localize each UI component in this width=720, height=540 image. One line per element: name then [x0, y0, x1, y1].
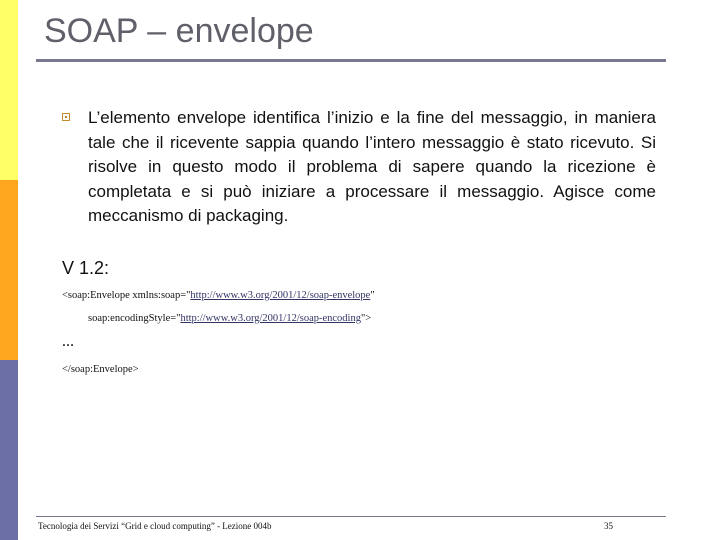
version-label: V 1.2: [62, 258, 110, 278]
bullet-text: L’elemento envelope identifica l’inizio e la fine del messaggio, in maniera tale che il ricevente sappia quando l’intero messaggio è stato ricevuto. Si risolve in questo modo il problema di sapere quando la ricezione è completata e si può iniziare a processare il messaggio. Agisce come meccanismo di packaging. [88, 108, 656, 225]
code-text: " [370, 290, 375, 301]
side-bar-orange [0, 180, 18, 360]
code-ellipsis: … [62, 335, 74, 349]
soap-envelope-link[interactable]: http://www.w3.org/2001/12/soap-envelope [190, 290, 371, 301]
footer-text: Tecnologia dei Servizi “Grid e cloud computing” - Lezione 004b [38, 521, 272, 531]
soap-encoding-link[interactable]: http://www.w3.org/2001/12/soap-encoding [180, 313, 361, 324]
page-number: 35 [604, 521, 613, 531]
code-line-envelope-open [62, 290, 375, 301]
bullet-item [62, 106, 656, 229]
side-bar-purple [0, 360, 18, 540]
title-divider [36, 59, 666, 62]
footer-divider [36, 516, 666, 517]
code-text: soap:encodingStyle=" [88, 313, 181, 324]
slide-title: SOAP – envelope [44, 12, 314, 50]
code-text: <soap:Envelope xmlns:soap=" [62, 290, 191, 301]
code-text: "> [360, 313, 372, 324]
code-line-envelope-close: </soap:Envelope> [62, 364, 139, 375]
side-bar-yellow [0, 0, 18, 180]
code-line-encoding-style [88, 313, 371, 324]
square-bullet-icon [62, 113, 70, 121]
